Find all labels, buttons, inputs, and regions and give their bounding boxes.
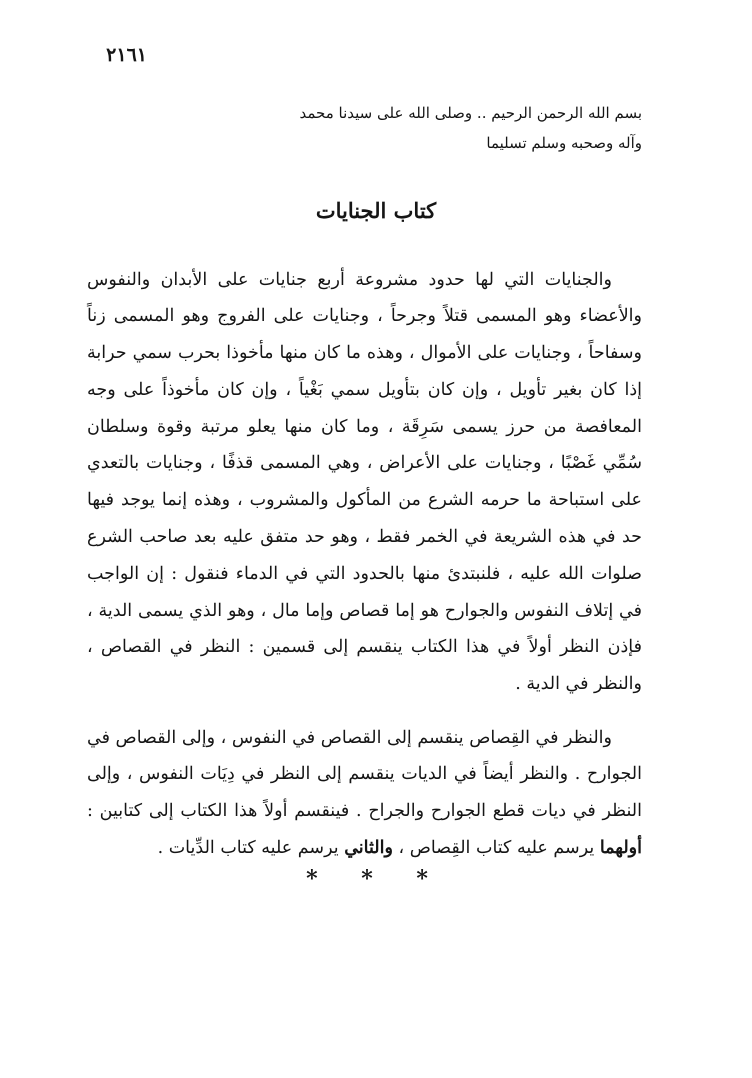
body-paragraph-1: والجنايات التي لها حدود مشروعة أربع جنايات على الأبدان والنفوس والأعضاء وهو المسمى قتلاً وجرحاً ، وجنايات على الفروج وهو المسمى زناً وسفاحاً ، وجنايات على الأموال ، وهذه ما كان منها مأخوذا بحرب سمي حرابة إذا كان بغير تأويل ، وإن كان بتأويل سمي بَغْياً ، وإن كان مأخوذاً على وجه المعافصة من حرز يسمى سَرِقَة ، وما كان منها يعلو مرتبة وقوة وسلطان سُمِّي غَصْبًا ، وجنايات على الأعراض ، وهي المسمى قذفًا ، وجنايات بالتعدي على استباحة ما حرمه الشرع من المأكول والمشروب ، وهذه إنما يوجد فيها حد في هذه الشريعة في الخمر فقط ، وهو حد متفق عليه بعد صاحب الشرع صلوات الله عليه ، فلنبتدئ منها بالحدود التي في الدماء فنقول : إن الواجب في إتلاف النفوس والجوارح هو إما قصاص وإما مال ، وهو الذي يسمى الدية ، فإذن النظر أولاً في هذا الكتاب ينقسم إلى قسمين : النظر في القصاص ، والنظر في الدية . xyxy=(87,269,642,695)
section-end-ornament: * * * xyxy=(306,866,446,892)
second-book-label: والثاني xyxy=(344,837,393,858)
body-paragraph-2 xyxy=(87,720,642,867)
second-book-description: يرسم عليه كتاب الدِّيات . xyxy=(157,837,339,858)
first-book-label: أولهما xyxy=(599,837,642,858)
first-book-description: يرسم عليه كتاب القِصاص ، xyxy=(398,837,595,858)
basmala-text: بسم الله الرحمن الرحيم .. وصلى الله على سيدنا محمد وآله وصحبه وسلم تسليما xyxy=(299,104,642,152)
page-number: ٢١٦١ xyxy=(106,44,147,66)
paragraph-2-lead: والنظر في القِصاص ينقسم إلى القصاص في النفوس ، وإلى القصاص في الجوارح . والنظر أيضاً في الديات ينقسم إلى النظر في دِيَات النفوس ، وإلى النظر في ديات قطع الجوارح والجراح . فينقسم أولاً هذا الكتاب إلى كتابين : xyxy=(87,727,642,822)
chapter-title: كتاب الجنايات xyxy=(315,198,437,223)
